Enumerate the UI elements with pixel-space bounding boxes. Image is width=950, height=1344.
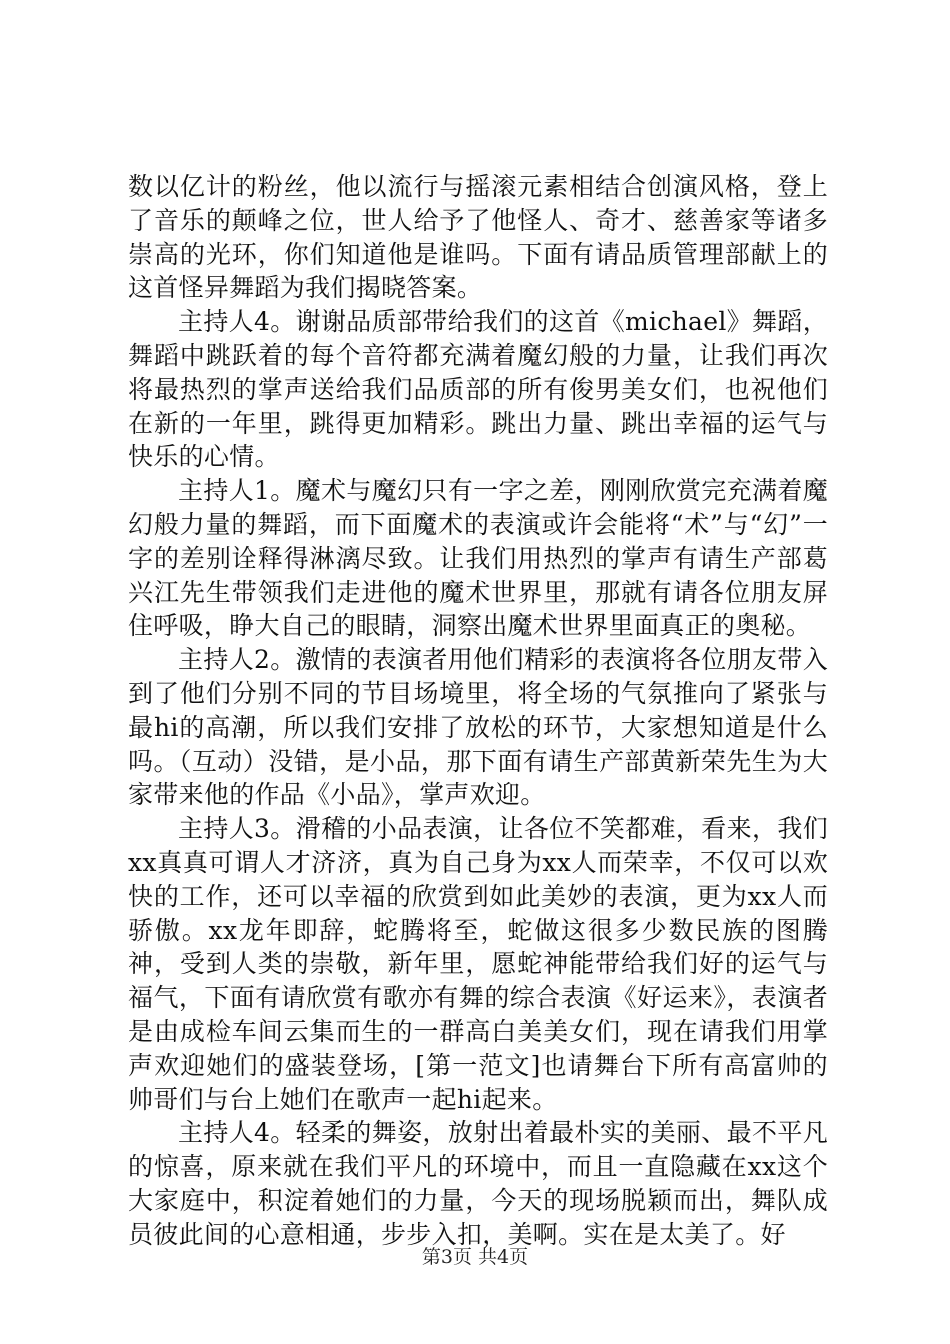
paragraph-continued: 数以亿计的粉丝，他以流行与摇滚元素相结合创演风格，登上了音乐的颠峰之位，世人给予了他怪人、奇才、慈善家等诸多崇高的光环，你们知道他是谁吗。下面有请品质管理部献上的这首怪异舞蹈为我们揭晓答案。 <box>128 172 828 303</box>
paragraph-host-4-michael: 主持人4。谢谢品质部带给我们的这首《michael》舞蹈，舞蹈中跳跃着的每个音符都充满着魔幻般的力量，让我们再次将最热烈的掌声送给我们品质部的所有俊男美女们，也祝他们在新的一年里，跳得更加精彩。跳出力量、跳出幸福的运气与快乐的心情。 <box>128 307 828 472</box>
document-body <box>128 170 828 1252</box>
paragraph-host-3-performance: 主持人3。滑稽的小品表演，让各位不笑都难，看来，我们xx真真可谓人才济济，真为自己身为xx人而荣幸，不仅可以欢快的工作，还可以幸福的欣赏到如此美妙的表演，更为xx人而骄傲。xx龙年即辞，蛇腾将至，蛇做这很多少数民族的图腾神，受到人类的崇敬，新年里，愿蛇神能带给我们好的运气与福气，下面有请欣赏有歌亦有舞的综合表演《好运来》，表演者是由成检车间云集而生的一群高白美美女们，现在请我们用掌声欢迎她们的盛装登场，[第一范文]也请舞台下所有高富帅的帅哥们与台上她们在歌声一起hi起来。 <box>128 814 828 1114</box>
paragraph-host-2-sketch: 主持人2。激情的表演者用他们精彩的表演将各位朋友带入到了他们分别不同的节目场境里，将全场的气氛推向了紧张与最hi的高潮，所以我们安排了放松的环节，大家想知道是什么吗。（互动）没错，是小品，那下面有请生产部黄新荣先生为大家带来他的作品《小品》，掌声欢迎。 <box>128 645 828 810</box>
paragraph-host-4-dance: 主持人4。轻柔的舞姿，放射出着最朴实的美丽、最不平凡的惊喜，原来就在我们平凡的环境中，而且一直隐藏在xx这个大家庭中，积淀着她们的力量，今天的现场脱颖而出，舞队成员彼此间的心意相通，步步入扣，美啊。实在是太美了。好 <box>128 1118 828 1249</box>
paragraph-host-1-magic: 主持人1。魔术与魔幻只有一字之差，刚刚欣赏完充满着魔幻般力量的舞蹈，而下面魔术的表演或许会能将“术”与“幻”一字的差别诠释得淋漓尽致。让我们用热烈的掌声有请生产部葛兴江先生带领我们走进他的魔术世界里，那就有请各位朋友屏住呼吸，睁大自己的眼睛，洞察出魔术世界里面真正的奥秘。 <box>128 476 828 641</box>
page-number-label: 第3页 共4页 <box>421 1246 529 1268</box>
page-footer <box>0 1245 950 1269</box>
